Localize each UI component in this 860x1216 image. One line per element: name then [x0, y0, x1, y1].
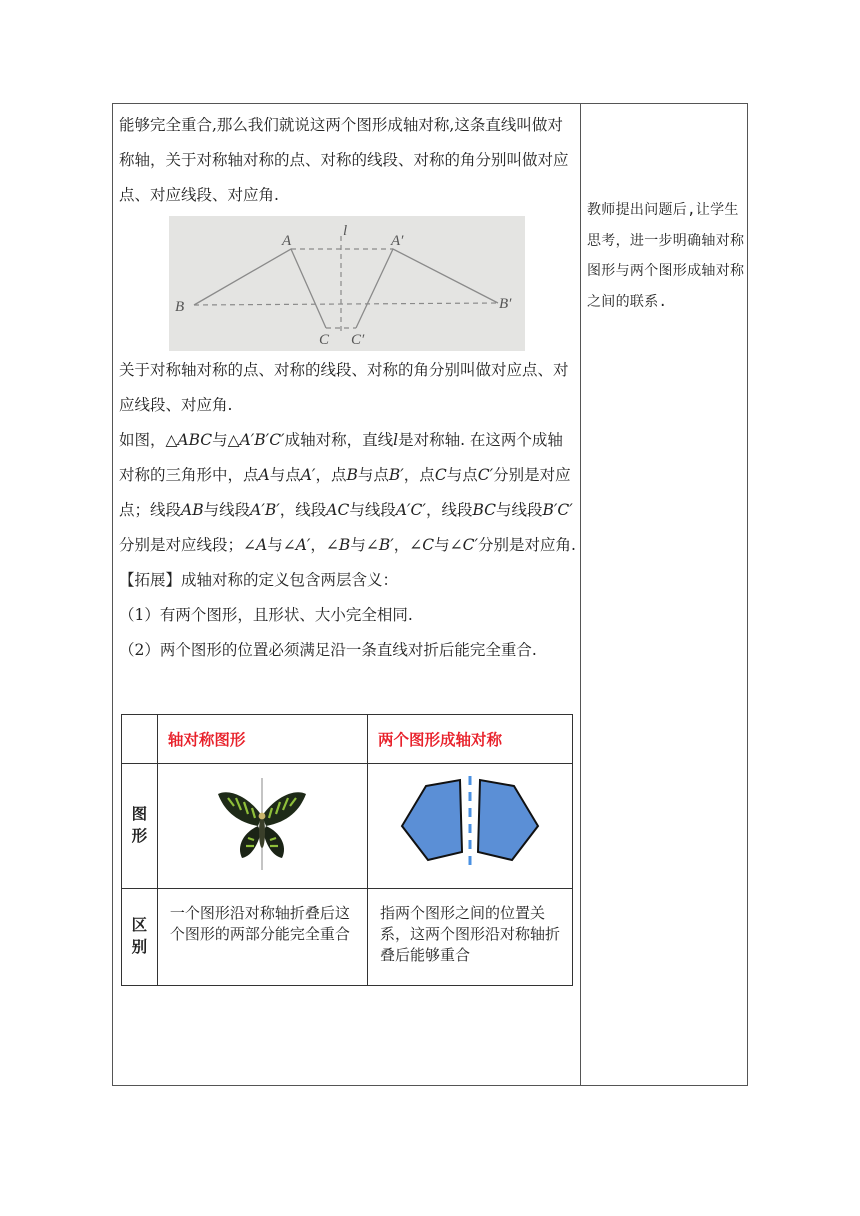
lesson-table — [112, 103, 748, 1086]
header-two-figures-symmetric: 两个图形成轴对称 — [368, 715, 573, 764]
pentagons-cell — [368, 764, 573, 889]
difference-axis-symmetric: 一个图形沿对称轴折叠后这个图形的两部分能完全重合 — [157, 889, 367, 986]
pentagons-image — [390, 774, 550, 874]
butterfly-image — [214, 776, 310, 872]
butterfly-cell — [157, 764, 367, 889]
content-column — [119, 108, 577, 668]
header-axis-symmetric-figure: 轴对称图形 — [157, 715, 367, 764]
extension-point-1: （1）有两个图形，且形状、大小完全相同. — [119, 606, 413, 624]
right-pentagon — [478, 780, 538, 860]
row-label-figure: 图形 — [122, 764, 158, 889]
comparison-table — [121, 714, 573, 986]
definition-paragraph: 能够完全重合,那么我们就说这两个图形成轴对称,这条直线叫做对称轴，关于对称轴对称的点、对称的线段、对称的角分别叫做对应点、对应线段、对应角. — [119, 116, 569, 204]
column-divider — [580, 104, 581, 1085]
left-pentagon — [402, 780, 462, 860]
row-label-difference: 区别 — [122, 889, 158, 986]
corresponding-paragraph: 关于对称轴对称的点、对称的线段、对称的角分别叫做对应点、对应线段、对应角. — [119, 361, 569, 414]
example-paragraph: 如图，△ABC与△A′B′C′成轴对称，直线l是对称轴. 在这两个成轴对称的三角形中，点A与点A′，点B与点B′，点C与点C′分别是对应点；线段AB与线段A′B′，线段AC与线段A′C′，线段BC与线段B′C′分别是对应线段；∠A与∠A′，∠B与∠B′，∠C与∠C′分别是对应角. — [119, 431, 576, 554]
label-b: B — [175, 299, 185, 315]
label-b2: B′ — [499, 296, 512, 312]
label-l: l — [343, 223, 348, 239]
extension-point-2: （2）两个图形的位置必须满足沿一条直线对折后能完全重合. — [119, 641, 537, 659]
label-c: C — [319, 332, 330, 348]
triangle-symmetry-figure — [169, 216, 525, 351]
teacher-note: 教师提出问题后,让学生思考，进一步明确轴对称图形与两个图形成轴对称之间的联系. — [587, 202, 745, 310]
label-a2: A′ — [391, 233, 404, 249]
label-a: A — [282, 233, 292, 249]
difference-two-figures: 指两个图形之间的位置关系，这两个图形沿对称轴折叠后能够重合 — [368, 889, 573, 986]
extension-heading: 【拓展】成轴对称的定义包含两层含义： — [119, 571, 399, 589]
corner-cell — [122, 715, 158, 764]
label-c2: C′ — [351, 332, 365, 348]
